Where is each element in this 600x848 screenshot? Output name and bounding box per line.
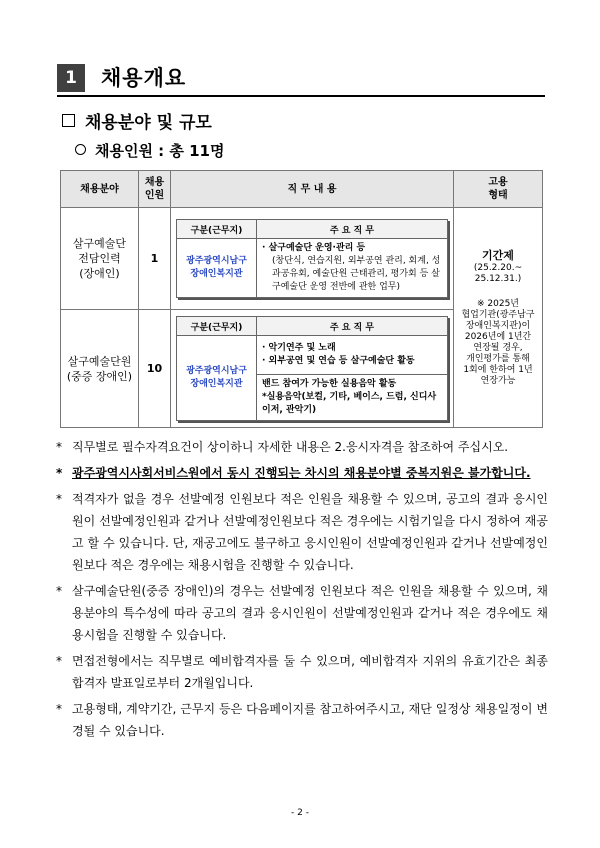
row1-duty [171, 208, 454, 310]
employment-type: 기간제 [482, 249, 514, 262]
page-number: - 2 - [291, 808, 309, 818]
employment-cell [454, 208, 543, 428]
note-text: 적격자가 없을 경우 선발예정 인원보다 적은 인원을 채용할 수 있으며, 공고의 결과 응시인원이 선발예정인원과 같거나 선발예정인원보다 적은 경우에는 시험기일을 다시 정하여 재공고 할 수 있습니다. 단, 재공고에도 불구하고 응시인원이 선발예정인원과 같거나 선발예정인원보다 적은 경우에는 채용시험을 진행할 수 있습니다. [72, 492, 548, 572]
row1-duty-detail: (창단식, 연습지원, 외부공연 관리, 회계, 성과공유회, 예술단원 근태관리, 평가회 등 살구예술단 운영 전반에 관한 업무) [272, 256, 441, 292]
section-underline [57, 95, 545, 97]
row1-inner-table [176, 219, 448, 298]
table-row [61, 208, 543, 310]
row2-band-title: 밴드 참여가 가능한 실용음악 활동 [262, 379, 397, 389]
row2-count: 10 [139, 310, 171, 428]
subsection-title: 채용분야 및 규모 [85, 113, 212, 133]
notes-list [56, 436, 548, 746]
section-header [57, 64, 537, 92]
note-item [56, 650, 548, 694]
section-number: 1 [57, 64, 85, 92]
circle-bullet-icon [75, 144, 86, 155]
note-item [56, 436, 548, 458]
recruitment-table [60, 170, 543, 428]
section-title: 채용개요 [101, 66, 187, 90]
note-item [56, 698, 548, 742]
row1-duty-main: · 살구예술단 운영·관리 등 [262, 243, 366, 253]
row1-location: 광주광역시남구 장애인복지관 [177, 239, 257, 298]
note-text: 살구예술단원(중증 장애인)의 경우는 선발예정 인원보다 적은 인원을 채용할 수 있으며, 채용분야의 특수성에 따라 공고의 결과 응시인원이 선발예정인원과 같거나 적은 경우에도 채용시험을 진행할 수 있습니다. [72, 584, 548, 642]
note-text: 광주광역시사회서비스원에서 동시 진행되는 차시의 채용분야별 중복지원은 불가합니다. [72, 466, 531, 480]
inner-header-location: 구분(근무지) [177, 317, 257, 336]
row1-field: 살구예술단 전담인력 (장애인) [61, 208, 139, 310]
row2-duty-line-1: · 악기연주 및 노래 [262, 343, 336, 353]
row2-duty [171, 310, 454, 428]
header-field: 채용분야 [61, 171, 139, 208]
note-text: 직무별로 필수자격요건이 상이하니 자세한 내용은 2.응시자격을 참조하여 주십시오. [72, 440, 509, 454]
row2-band-detail: *실용음악(보컬, 기타, 베이스, 드럼, 신디사이저, 관악기) [262, 392, 437, 415]
row2-location: 광주광역시남구 장애인복지관 [177, 336, 257, 421]
row1-count: 1 [139, 208, 171, 310]
inner-header-location: 구분(근무지) [177, 220, 257, 239]
note-item [56, 462, 548, 484]
inner-header-duty: 주 요 직 무 [257, 317, 448, 336]
square-bullet-icon [62, 114, 75, 127]
note-text: 고용형태, 계약기간, 근무지 등은 다음페이지를 참고하여주시고, 재단 일정상 채용일정이 변경될 수 있습니다. [72, 702, 548, 738]
header-count: 채용 인원 [139, 171, 171, 208]
row2-band-text [257, 375, 448, 421]
note-marker: * [56, 654, 62, 668]
inner-header-duty: 주 요 직 무 [257, 220, 448, 239]
subsection-heading [62, 108, 212, 133]
note-text: 면접전형에서는 직무별로 예비합격자를 둘 수 있으며, 예비합격자 지위의 유효기간은 최종합격자 발표일로부터 2개월입니다. [72, 654, 548, 690]
row1-duty-text [257, 239, 448, 298]
recruit-title: 채용인원 : 총 11명 [95, 142, 225, 160]
note-item [56, 580, 548, 646]
note-item [56, 488, 548, 576]
header-employment: 고용 형태 [454, 171, 543, 208]
row2-field: 살구예술단원 (중증 장애인) [61, 310, 139, 428]
note-marker: * [56, 492, 62, 506]
note-marker: * [56, 584, 62, 598]
row2-duty-line-2: · 외부공연 및 연습 등 살구예술단 활동 [262, 356, 415, 366]
note-marker: * [56, 702, 62, 716]
note-marker: * [56, 440, 62, 454]
employment-note: ※ 2025년 협업기관(광주남구 장애인복지관)이 2026년에 1년간 연장될 경우, 개인평가를 통해 1회에 한하여 1년 연장가능 [461, 299, 535, 386]
employment-period: (25.2.20.~ 25.12.31.) [473, 263, 523, 284]
header-duty: 직 무 내 용 [171, 171, 454, 208]
recruit-heading [75, 140, 224, 161]
row2-duty-text [257, 336, 448, 375]
note-marker: * [56, 466, 63, 480]
row2-inner-table [176, 316, 448, 421]
